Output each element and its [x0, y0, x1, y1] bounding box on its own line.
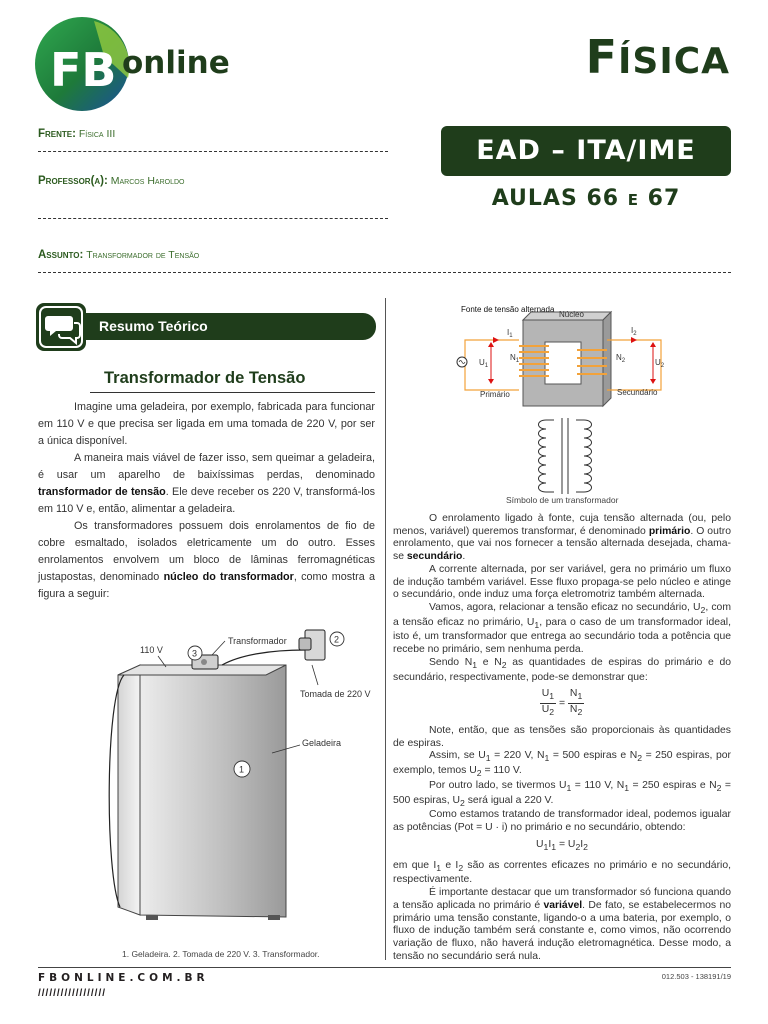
- fridge-figure: [100, 625, 380, 945]
- label-u1: $U_1$: [479, 358, 489, 369]
- divider: [38, 218, 388, 219]
- footer-code: 012.503 - 138191/19: [661, 972, 731, 981]
- label-secundario: Secundário: [617, 388, 658, 397]
- ead-banner: EAD – ITA/IME: [441, 126, 731, 176]
- section-title: Transformador de Tensão: [104, 369, 306, 387]
- assunto-row: [38, 249, 638, 261]
- assunto-value: Transformador de Tensão: [86, 249, 200, 261]
- label-nucleo: Núcleo: [559, 310, 584, 319]
- footer-rule: [38, 967, 731, 968]
- paragraph: A corrente alternada, por ser variável, gera no primário um fluxo de indução também variável. Esse fluxo propaga-se pelo núcleo e atinge o secundário, onde induz uma força eletromotriz também alternada.: [393, 563, 731, 601]
- logo-letters: FB: [50, 43, 117, 97]
- label-tomada: Tomada de 220 V: [300, 689, 371, 699]
- column-divider: [385, 298, 386, 960]
- assunto-label: Assunto:: [38, 249, 84, 261]
- formula-power: $U_1I_1 = U_2I_2$: [536, 838, 588, 852]
- right-paragraphs: [393, 513, 731, 963]
- chat-bubbles-icon: [36, 303, 86, 351]
- label-i1: $I_1$: [507, 328, 513, 339]
- fb-online-logo[interactable]: [34, 16, 234, 112]
- label-110v: 110 V: [140, 645, 163, 655]
- subject-title: FÍSICA: [585, 30, 730, 84]
- label-geladeira: Geladeira: [302, 738, 342, 748]
- logo-word: online: [122, 45, 230, 81]
- divider: [38, 272, 731, 273]
- divider: [38, 151, 388, 152]
- label-u2: $U_2$: [655, 358, 665, 369]
- number-3: 3: [192, 648, 198, 659]
- frente-row: [38, 128, 388, 140]
- number-2: 2: [334, 634, 340, 645]
- number-1: 1: [239, 764, 245, 775]
- paragraph: É importante destacar que um transformador só funciona quando a tensão aplicada no primário é variável. De fato, se estabelecermos no primário uma tensão constante, ligando-o a uma bateria, por exemplo, o fluxo de indução também será constante e, como vimos, não ocorrendo variação de fluxo, não haverá indução eletromagnética. Desse modo, a tensão no secundário será nula.: [393, 887, 731, 962]
- paragraph: O enrolamento ligado à fonte, cuja tensão alternada (ou, pelo menos, variável) queremos transformar, é denominado primário. O outro enrolamento, que vai nos fornecer a tensão alternada desejada, chama-se secundário.: [393, 513, 731, 563]
- professor-label: Professor(a):: [38, 175, 108, 187]
- symbol-caption: Símbolo de um transformador: [506, 495, 619, 505]
- professor-row: [38, 175, 388, 187]
- paragraph: Sendo $N_1$ e $N_2$ as quantidades de espiras do primário e do secundário, respectivamente, pode-se demonstrar que:: [393, 656, 732, 683]
- resumo-teorico-header: Resumo Teórico: [84, 313, 376, 340]
- paragraph: Os transformadores possuem dois enrolamentos de fio de cobre esmaltado, isolados eletricamente um do outro. Esses enrolamentos envolvem um bloco de lâminas ferromagnéticas justapostas, denominado núcleo do transformador, como mostra a figura a seguir:: [38, 520, 376, 600]
- label-primario: Primário: [480, 390, 510, 399]
- label-transformador: Transformador: [228, 636, 287, 646]
- paragraph: Imagine uma geladeira, por exemplo, fabricada para funcionar em 110 V e que precisa ser ligada em uma tomada de 220 V, por ser a única disponível.: [38, 401, 375, 447]
- label-n1: $N_1$: [510, 353, 520, 364]
- footer-slashes: //////////////////: [38, 988, 107, 999]
- paragraph: Vamos, agora, relacionar a tensão eficaz no secundário, $U_2$, com a tensão eficaz no primário, $U_1$, para o caso de um transformador ideal, isto é, um transformador que entrega ao secundário toda a potência que recebe no primário, sem nenhuma perda.: [393, 601, 731, 656]
- logo-graphic: [34, 16, 234, 112]
- paragraph: A maneira mais viável de fazer isso, sem queimar a geladeira, é usar um aparelho de baixíssimas perdas, denominado transformador de tensão. Ele deve receber os 220 V, transformá-los em 110 V e, então, alimentar a geladeira.: [38, 452, 375, 515]
- frente-label: Frente:: [38, 128, 76, 140]
- label-i2: $I_2$: [631, 326, 637, 337]
- footer-site-link[interactable]: FBONLINE.COM.BR: [38, 972, 209, 984]
- transformer-diagram: [453, 302, 673, 412]
- frente-value: Física III: [78, 128, 116, 140]
- paragraph: em que $I_1$ e $I_2$ são as correntes eficazes no primário e no secundário, respectivamente.: [393, 859, 732, 886]
- transformer-symbol: [530, 416, 600, 496]
- title-rule: [90, 392, 375, 393]
- fridge-caption: 1. Geladeira. 2. Tomada de 220 V. 3. Transformador.: [122, 949, 320, 959]
- professor-value: Marcos Haroldo: [110, 175, 185, 187]
- paragraph: Note, então, que as tensões são proporcionais às quantidades de espiras.: [393, 724, 731, 749]
- aulas-title: AULAS 66 E 67: [491, 186, 681, 211]
- label-fonte: Fonte de tensão alternada: [461, 305, 555, 314]
- formula-ratio: $\frac{U_1}{U_2}$ = $\frac{N_1}{N_2}$: [541, 688, 583, 718]
- paragraph: Assim, se $U_1 = 220$ V, $N_1 = 500$ espiras e $N_2 = 250$ espiras, por exemplo, temos $U_2 = 110$ V.: [393, 750, 731, 779]
- label-n2: $N_2$: [616, 353, 626, 364]
- left-paragraphs: [38, 399, 375, 603]
- paragraph: Por outro lado, se tivermos $U_1 = 110$ V, $N_1 = 250$ espiras e $N_2 = 500$ espiras, $U_2$ será igual a 220 V.: [393, 779, 731, 808]
- paragraph: Como estamos tratando de transformador ideal, podemos igualar as potências (Pot = U · i) no primário e no secundário, obtendo:: [393, 809, 731, 834]
